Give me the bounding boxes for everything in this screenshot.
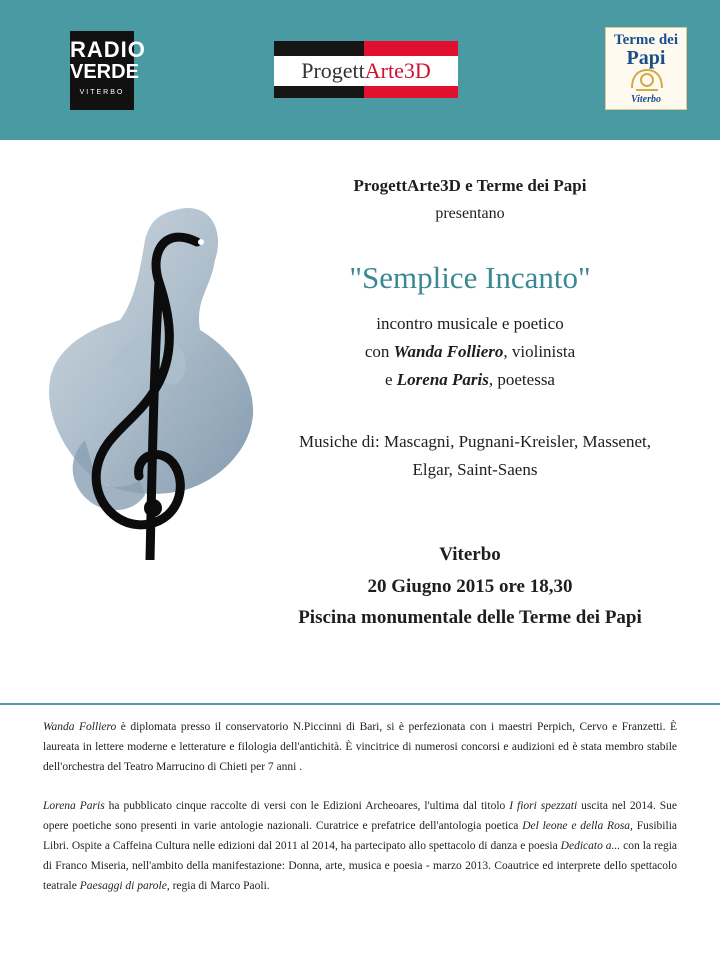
performer-1-line [280, 342, 660, 362]
event-datetime: 20 Giugno 2015 ore 18,30 [367, 576, 573, 597]
event-title: "Semplice Incanto" [349, 260, 591, 295]
event-city: Viterbo [439, 544, 501, 565]
performer-2-prefix: e [385, 370, 397, 389]
radio-verde-logo [70, 31, 146, 110]
bio-paris-book-1: I fiori spezzati [509, 800, 578, 812]
bio-paris-book-2: Del leone e della Rosa [522, 820, 631, 832]
progetto-logo-part2: Arte3D [364, 58, 431, 83]
bio-paris-text-3: , Fusibilia Libri. Ospite a Caffeina Cultura nelle edizioni dal 2011 al 2014, ha partecipato allo spettacolo di danza e poesia [43, 820, 677, 852]
presentano-line: presentano [435, 205, 505, 222]
treble-clef-figure-illustration [25, 190, 270, 560]
terme-emblem-icon [628, 66, 666, 92]
header-band [0, 0, 720, 140]
performer-1-prefix: con [364, 342, 394, 361]
radio-logo-line1: RADIO [70, 37, 146, 62]
music-line-2: Elgar, Saint-Saens [412, 460, 538, 479]
bio-paris-text-1: ha pubblicato cinque raccolte di versi con le Edizioni Archeoares, l'ultima dal titolo [104, 800, 510, 812]
bio-paris-text-2: uscita nel 2014. Sue opere poetiche sono presenti in varie antologie nazionali. Curatrice e prefatrice dell'antologia poetica [43, 800, 677, 832]
event-subtitle: incontro musicale e poetico [376, 314, 564, 333]
terme-logo-line1: Terme dei [613, 32, 678, 48]
bio-paris-show-2: Paesaggi di parole [79, 880, 167, 892]
progetto-logo-text [274, 57, 458, 85]
music-program [240, 428, 710, 484]
terme-logo-line2: Papi [626, 47, 666, 69]
music-line-1: Musiche di: Mascagni, Pugnani-Kreisler, Massenet, [299, 432, 651, 451]
performer-1-role: , violinista [503, 342, 576, 361]
bio-folliero-name: Wanda Folliero [43, 721, 117, 733]
bio-paris-text-4: con la regia di Franco Miseria, nell'ambito della manifestazione: Donna, arte, musica e poesia - marzo 2013. Coautrice ed interprete dello spettacolo teatrale [43, 840, 678, 892]
radio-logo-line2: VERDE [70, 61, 139, 83]
bio-paris-name: Lorena Paris [43, 800, 105, 812]
radio-logo-line3: VITERBO [79, 89, 125, 96]
bio-folliero [43, 717, 677, 777]
bio-paris [43, 796, 677, 896]
presenters-line: ProgettArte3D e Terme dei Papi [353, 176, 587, 195]
progetto-logo-part1: Progett [301, 58, 365, 83]
bio-paris-text-5: , regia di Marco Paoli. [166, 880, 270, 892]
bio-folliero-text: è diplomata presso il conservatorio N.Piccinni di Bari, si è perfezionata con i maestri Perpich, Cervo e Franzetti. È laureata in lettere moderne e letterature e filologia dell'antichità. È vincitrice di numerosi concorsi e audizioni ed è stata membro stabile dell'orchestra del Teatro Marrucino di Chieti per 7 anni . [43, 721, 677, 773]
performer-1-name: Wanda Folliero [393, 342, 504, 361]
section-divider [0, 703, 720, 705]
terme-logo-line3: Viterbo [630, 94, 661, 105]
progettarte3d-logo [274, 41, 458, 98]
performer-2-name: Lorena Paris [396, 370, 489, 389]
performer-2-line [280, 370, 660, 390]
performer-2-role: , poetessa [488, 370, 555, 389]
event-venue: Piscina monumentale delle Terme dei Papi [298, 607, 642, 628]
terme-dei-papi-logo [605, 27, 687, 110]
bio-paris-show-1: Dedicato a... [560, 840, 621, 852]
